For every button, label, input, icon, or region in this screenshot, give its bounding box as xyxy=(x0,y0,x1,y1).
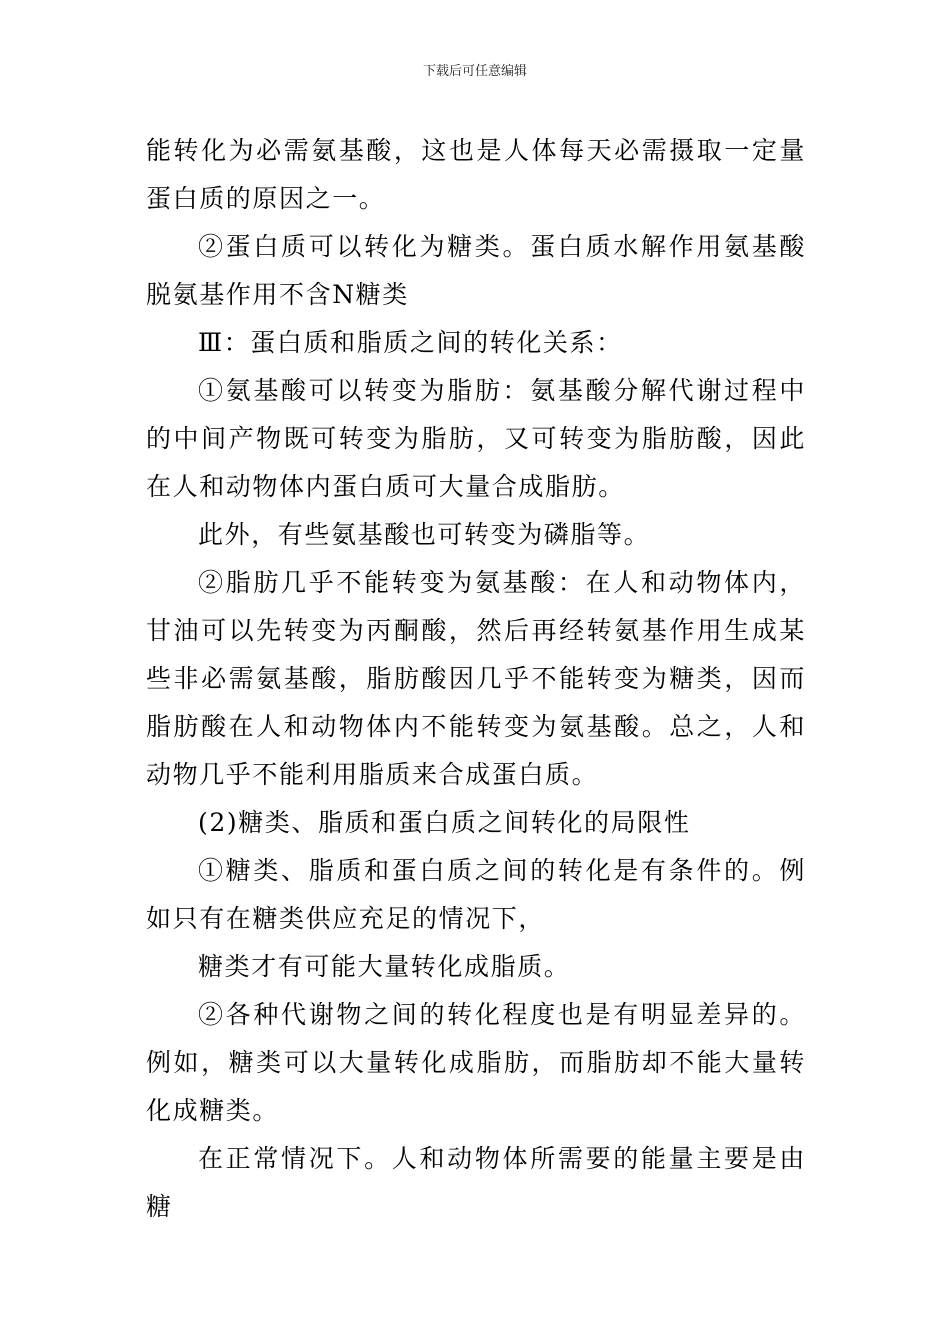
document-body xyxy=(146,127,806,1231)
paragraph-10: ②各种代谢物之间的转化程度也是有明显差异的。例如，糖类可以大量转化成脂肪，而脂肪却不能大量转化成糖类。 xyxy=(146,1000,806,1125)
paragraph-7: (2)糖类、脂质和蛋白质之间转化的局限性 xyxy=(198,808,691,837)
paragraph-2: ②蛋白质可以转化为糖类。蛋白质水解作用氨基酸脱氨基作用不含N糖类 xyxy=(146,232,806,309)
page-header-note: 下载后可任意编辑 xyxy=(422,64,527,79)
paragraph-3: Ⅲ：蛋白质和脂质之间的转化关系： xyxy=(198,328,623,357)
paragraph-9: 糖类才有可能大量转化成脂质。 xyxy=(198,952,571,981)
paragraph-11: 在正常情况下。人和动物体所需要的能量主要是由糖 xyxy=(146,1144,806,1221)
paragraph-6: ②脂肪几乎不能转变为氨基酸：在人和动物体内，甘油可以先转变为丙酮酸，然后再经转氨基作用生成某些非必需氨基酸，脂肪酸因几乎不能转变为糖类，因而脂肪酸在人和动物体内不能转变为氨基酸。总之，人和动物几乎不能利用脂质来合成蛋白质。 xyxy=(146,568,806,789)
paragraph-4: ①氨基酸可以转变为脂肪：氨基酸分解代谢过程中的中间产物既可转变为脂肪，又可转变为脂肪酸，因此在人和动物体内蛋白质可大量合成脂肪。 xyxy=(146,376,806,501)
paragraph-5: 此外，有些氨基酸也可转变为磷脂等。 xyxy=(198,520,651,549)
paragraph-8: ①糖类、脂质和蛋白质之间的转化是有条件的。例如只有在糖类供应充足的情况下， xyxy=(146,856,806,933)
paragraph-1: 能转化为必需氨基酸，这也是人体每天必需摄取一定量蛋白质的原因之一。 xyxy=(146,136,806,213)
